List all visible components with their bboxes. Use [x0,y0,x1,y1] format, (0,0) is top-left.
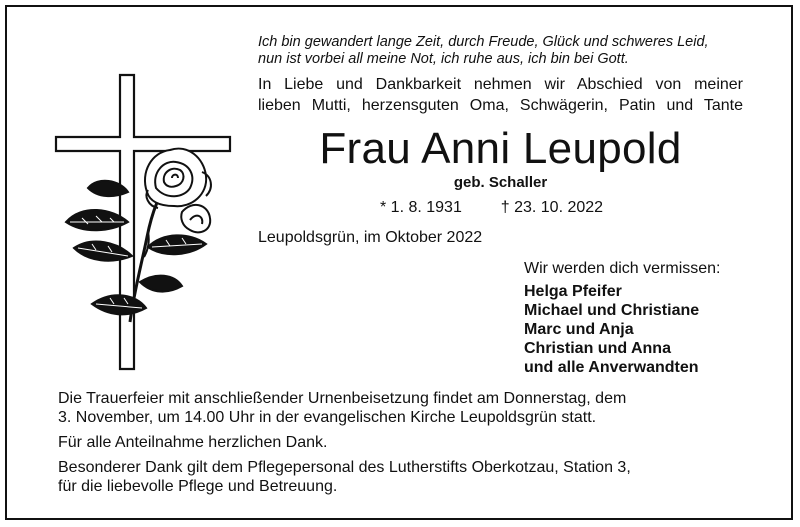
special-thanks-line-1: Besonderer Dank gilt dem Pflegepersonal des Lutherstifts Oberkotzau, Station 3, [58,459,631,476]
intro-line-1: In Liebe und Dankbarkeit nehmen wir Abschied von meiner [258,76,743,93]
life-dates [380,199,603,217]
thanks-line: Für alle Anteilnahme herzlichen Dank. [58,434,328,451]
funeral-line-1: Die Trauerfeier mit anschließender Urnenbeisetzung findet am Donnerstag, dem [58,390,627,407]
motto-line-1: Ich bin gewandert lange Zeit, durch Freude, Glück und schweres Leid, [258,34,709,50]
intro-line-2: lieben Mutti, herzensguten Oma, Schwägerin, Patin und Tante [258,97,743,114]
mourners-list [524,282,699,377]
mourner: Michael und Christiane [524,302,700,319]
maiden-name: geb. Schaller [453,174,548,191]
special-thanks [58,458,631,496]
mourner: und alle Anverwandten [524,359,699,376]
death-date: † 23. 10. 2022 [500,199,604,216]
funeral-line-2: 3. November, um 14.00 Uhr in der evangelischen Kirche Leupoldsgrün statt. [58,409,597,426]
closing-text [58,389,631,502]
motto-line-2: nun ist vorbei all meine Not, ich ruhe aus, ich bin bei Gott. [258,51,629,67]
special-thanks-line-2: für die liebevolle Pflege und Betreuung. [58,478,338,495]
mourner: Helga Pfeifer [524,283,622,300]
mourner: Marc und Anja [524,321,634,338]
cross-with-rose-icon [52,72,242,372]
mourner: Christian und Anna [524,340,671,357]
motto-verse [258,34,709,68]
miss-line: Wir werden dich vermissen: [524,260,721,277]
birth-date: * 1. 8. 1931 [380,199,462,216]
deceased-name: Frau Anni Leupold [319,124,682,173]
funeral-info [58,389,631,427]
place-date: Leupoldsgrün, im Oktober 2022 [258,229,483,246]
intro-text [258,74,743,116]
